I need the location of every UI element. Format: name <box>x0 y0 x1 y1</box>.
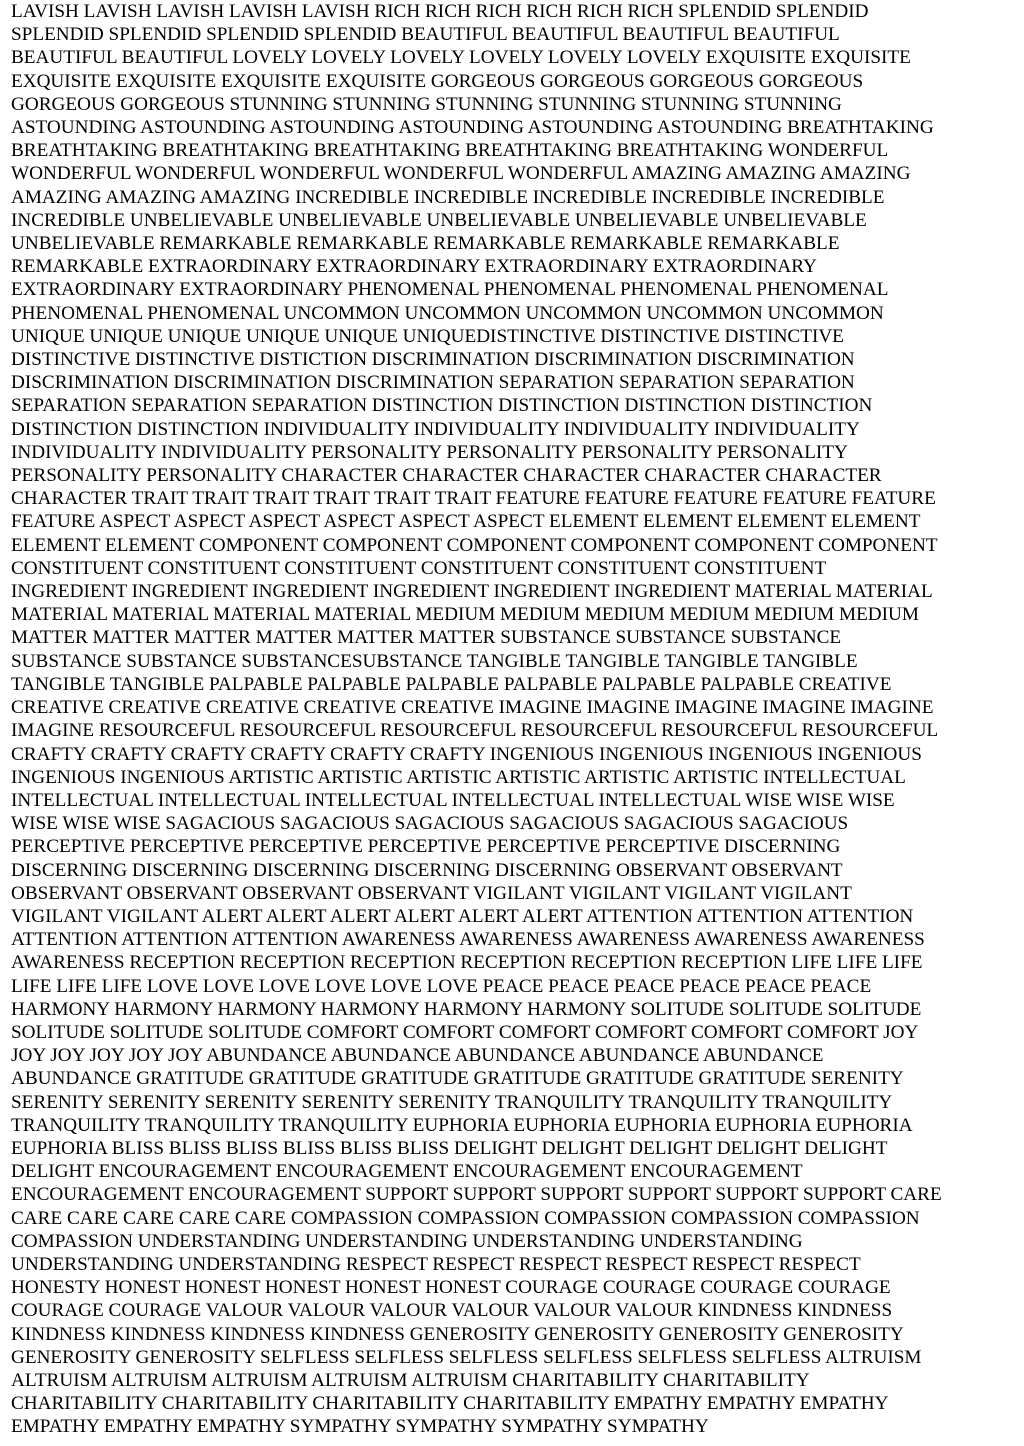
text-line-1: LAVISH LAVISH LAVISH LAVISH LAVISH RICH RICH RICH RICH RICH RICH SPLENDID SPLENDID <box>11 1 869 22</box>
text-line-21: PERSONALITY PERSONALITY CHARACTER CHARACTER CHARACTER CHARACTER CHARACTER <box>11 465 882 487</box>
text-line-28: MATTER MATTER MATTER MATTER MATTER MATTER SUBSTANCE SUBSTANCE SUBSTANCE <box>11 627 842 649</box>
text-line-4: EXQUISITE EXQUISITE EXQUISITE EXQUISITE GORGEOUS GORGEOUS GORGEOUS GORGEOUS <box>11 70 864 92</box>
text-line-22: CHARACTER TRAIT TRAIT TRAIT TRAIT TRAIT TRAIT FEATURE FEATURE FEATURE FEATURE FEATURE <box>11 488 936 510</box>
text-line-16: DISTINCTIVE DISTINCTIVE DISTICTION DISCRIMINATION DISCRIMINATION DISCRIMINATION <box>11 349 855 371</box>
text-line-18: SEPARATION SEPARATION SEPARATION DISTINCTION DISTINCTION DISTINCTION DISTINCTION <box>11 395 873 417</box>
text-line-24: ELEMENT ELEMENT COMPONENT COMPONENT COMPONENT COMPONENT COMPONENT COMPONENT <box>11 534 938 556</box>
text-line-51: DELIGHT ENCOURAGEMENT ENCOURAGEMENT ENCOURAGEMENT ENCOURAGEMENT <box>11 1161 803 1183</box>
text-line-52: ENCOURAGEMENT ENCOURAGEMENT SUPPORT SUPPORT SUPPORT SUPPORT SUPPORT SUPPORT CARE <box>11 1184 942 1206</box>
text-line-7: BREATHTAKING BREATHTAKING BREATHTAKING BREATHTAKING BREATHTAKING WONDERFUL <box>11 140 889 162</box>
text-line-47: ABUNDANCE GRATITUDE GRATITUDE GRATITUDE GRATITUDE GRATITUDE GRATITUDE SERENITY <box>11 1068 904 1090</box>
text-line-14: PHENOMENAL PHENOMENAL UNCOMMON UNCOMMON UNCOMMON UNCOMMON UNCOMMON <box>11 302 884 324</box>
text-line-6: ASTOUNDING ASTOUNDING ASTOUNDING ASTOUNDING ASTOUNDING ASTOUNDING BREATHTAKING <box>11 117 934 139</box>
text-line-57: COURAGE COURAGE VALOUR VALOUR VALOUR VALOUR VALOUR VALOUR KINDNESS KINDNESS <box>11 1300 893 1322</box>
text-line-9: AMAZING AMAZING AMAZING INCREDIBLE INCREDIBLE INCREDIBLE INCREDIBLE INCREDIBLE <box>11 186 885 208</box>
text-line-49: TRANQUILITY TRANQUILITY TRANQUILITY EUPHORIA EUPHORIA EUPHORIA EUPHORIA EUPHORIA <box>11 1114 913 1136</box>
document-body <box>11 0 1019 1439</box>
text-line-42: AWARENESS RECEPTION RECEPTION RECEPTION RECEPTION RECEPTION RECEPTION LIFE LIFE LIFE <box>11 952 923 974</box>
text-line-37: PERCEPTIVE PERCEPTIVE PERCEPTIVE PERCEPTIVE PERCEPTIVE PERCEPTIVE DISCERNING <box>11 836 841 858</box>
text-line-36: WISE WISE WISE SAGACIOUS SAGACIOUS SAGACIOUS SAGACIOUS SAGACIOUS SAGACIOUS <box>11 813 849 835</box>
text-line-41: ATTENTION ATTENTION ATTENTION AWARENESS AWARENESS AWARENESS AWARENESS AWARENESS <box>11 929 925 951</box>
text-line-15: UNIQUE UNIQUE UNIQUE UNIQUE UNIQUE UNIQUEDISTINCTIVE DISTINCTIVE DISTINCTIVE <box>11 325 844 347</box>
text-line-53: CARE CARE CARE CARE CARE COMPASSION COMPASSION COMPASSION COMPASSION COMPASSION <box>11 1207 920 1229</box>
text-line-34: INGENIOUS INGENIOUS ARTISTIC ARTISTIC ARTISTIC ARTISTIC ARTISTIC ARTISTIC INTELLECTUAL <box>11 766 906 788</box>
text-line-30: TANGIBLE TANGIBLE PALPABLE PALPABLE PALPABLE PALPABLE PALPABLE PALPABLE CREATIVE <box>11 673 892 695</box>
text-line-62: EMPATHY EMPATHY EMPATHY SYMPATHY SYMPATHY SYMPATHY SYMPATHY <box>11 1416 709 1438</box>
text-line-3: BEAUTIFUL BEAUTIFUL LOVELY LOVELY LOVELY LOVELY LOVELY LOVELY EXQUISITE EXQUISITE <box>11 47 911 69</box>
text-line-31: CREATIVE CREATIVE CREATIVE CREATIVE CREATIVE IMAGINE IMAGINE IMAGINE IMAGINE IMAGINE <box>11 697 934 719</box>
text-line-26: INGREDIENT INGREDIENT INGREDIENT INGREDIENT INGREDIENT INGREDIENT MATERIAL MATERIAL <box>11 581 933 603</box>
text-line-35: INTELLECTUAL INTELLECTUAL INTELLECTUAL INTELLECTUAL INTELLECTUAL WISE WISE WISE <box>11 789 895 811</box>
text-line-12: REMARKABLE EXTRAORDINARY EXTRAORDINARY EXTRAORDINARY EXTRAORDINARY <box>11 256 817 278</box>
text-line-40: VIGILANT VIGILANT ALERT ALERT ALERT ALERT ALERT ALERT ATTENTION ATTENTION ATTENTION <box>11 905 914 927</box>
text-line-39: OBSERVANT OBSERVANT OBSERVANT OBSERVANT VIGILANT VIGILANT VIGILANT VIGILANT <box>11 882 852 904</box>
text-line-45: SOLITUDE SOLITUDE SOLITUDE COMFORT COMFORT COMFORT COMFORT COMFORT COMFORT JOY <box>11 1021 919 1043</box>
text-line-48: SERENITY SERENITY SERENITY SERENITY SERENITY TRANQUILITY TRANQUILITY TRANQUILITY <box>11 1091 893 1113</box>
text-line-20: INDIVIDUALITY INDIVIDUALITY PERSONALITY PERSONALITY PERSONALITY PERSONALITY <box>11 441 848 463</box>
text-line-46: JOY JOY JOY JOY JOY ABUNDANCE ABUNDANCE ABUNDANCE ABUNDANCE ABUNDANCE <box>11 1045 824 1067</box>
text-line-8: WONDERFUL WONDERFUL WONDERFUL WONDERFUL WONDERFUL AMAZING AMAZING AMAZING <box>11 163 911 185</box>
text-line-13: EXTRAORDINARY EXTRAORDINARY PHENOMENAL PHENOMENAL PHENOMENAL PHENOMENAL <box>11 279 889 301</box>
text-line-44: HARMONY HARMONY HARMONY HARMONY HARMONY HARMONY SOLITUDE SOLITUDE SOLITUDE <box>11 998 922 1020</box>
text-line-25: CONSTITUENT CONSTITUENT CONSTITUENT CONSTITUENT CONSTITUENT CONSTITUENT <box>11 557 827 579</box>
text-line-29: SUBSTANCE SUBSTANCE SUBSTANCESUBSTANCE TANGIBLE TANGIBLE TANGIBLE TANGIBLE <box>11 650 858 672</box>
text-line-33: CRAFTY CRAFTY CRAFTY CRAFTY CRAFTY CRAFTY INGENIOUS INGENIOUS INGENIOUS INGENIOUS <box>11 743 922 765</box>
text-line-19: DISTINCTION DISTINCTION INDIVIDUALITY INDIVIDUALITY INDIVIDUALITY INDIVIDUALITY <box>11 418 860 440</box>
text-line-23: FEATURE ASPECT ASPECT ASPECT ASPECT ASPECT ASPECT ELEMENT ELEMENT ELEMENT ELEMENT <box>11 511 921 533</box>
text-line-11: UNBELIEVABLE REMARKABLE REMARKABLE REMARKABLE REMARKABLE REMARKABLE <box>11 233 840 255</box>
text-line-17: DISCRIMINATION DISCRIMINATION DISCRIMINATION SEPARATION SEPARATION SEPARATION <box>11 372 855 394</box>
text-line-54: COMPASSION UNDERSTANDING UNDERSTANDING UNDERSTANDING UNDERSTANDING <box>11 1230 803 1252</box>
text-line-32: IMAGINE RESOURCEFUL RESOURCEFUL RESOURCEFUL RESOURCEFUL RESOURCEFUL RESOURCEFUL <box>11 720 939 742</box>
text-line-56: HONESTY HONEST HONEST HONEST HONEST HONEST COURAGE COURAGE COURAGE COURAGE <box>11 1277 891 1299</box>
text-line-50: EUPHORIA BLISS BLISS BLISS BLISS BLISS BLISS DELIGHT DELIGHT DELIGHT DELIGHT DELIGHT <box>11 1137 888 1159</box>
text-line-10: INCREDIBLE UNBELIEVABLE UNBELIEVABLE UNBELIEVABLE UNBELIEVABLE UNBELIEVABLE <box>11 209 867 231</box>
text-line-43: LIFE LIFE LIFE LOVE LOVE LOVE LOVE LOVE LOVE PEACE PEACE PEACE PEACE PEACE PEACE <box>11 975 872 997</box>
text-line-60: ALTRUISM ALTRUISM ALTRUISM ALTRUISM ALTRUISM CHARITABILITY CHARITABILITY <box>11 1369 810 1391</box>
text-line-61: CHARITABILITY CHARITABILITY CHARITABILITY CHARITABILITY EMPATHY EMPATHY EMPATHY <box>11 1393 889 1415</box>
text-line-27: MATERIAL MATERIAL MATERIAL MATERIAL MEDIUM MEDIUM MEDIUM MEDIUM MEDIUM MEDIUM <box>11 604 919 626</box>
text-line-59: GENEROSITY GENEROSITY SELFLESS SELFLESS SELFLESS SELFLESS SELFLESS SELFLESS ALTRUISM <box>11 1346 922 1368</box>
text-line-38: DISCERNING DISCERNING DISCERNING DISCERNING DISCERNING OBSERVANT OBSERVANT <box>11 859 843 881</box>
text-line-55: UNDERSTANDING UNDERSTANDING RESPECT RESPECT RESPECT RESPECT RESPECT RESPECT <box>11 1253 861 1275</box>
text-line-58: KINDNESS KINDNESS KINDNESS KINDNESS GENEROSITY GENEROSITY GENEROSITY GENEROSITY <box>11 1323 904 1345</box>
text-line-2: SPLENDID SPLENDID SPLENDID SPLENDID BEAUTIFUL BEAUTIFUL BEAUTIFUL BEAUTIFUL <box>11 24 840 46</box>
text-line-5: GORGEOUS GORGEOUS STUNNING STUNNING STUNNING STUNNING STUNNING STUNNING <box>11 93 842 115</box>
